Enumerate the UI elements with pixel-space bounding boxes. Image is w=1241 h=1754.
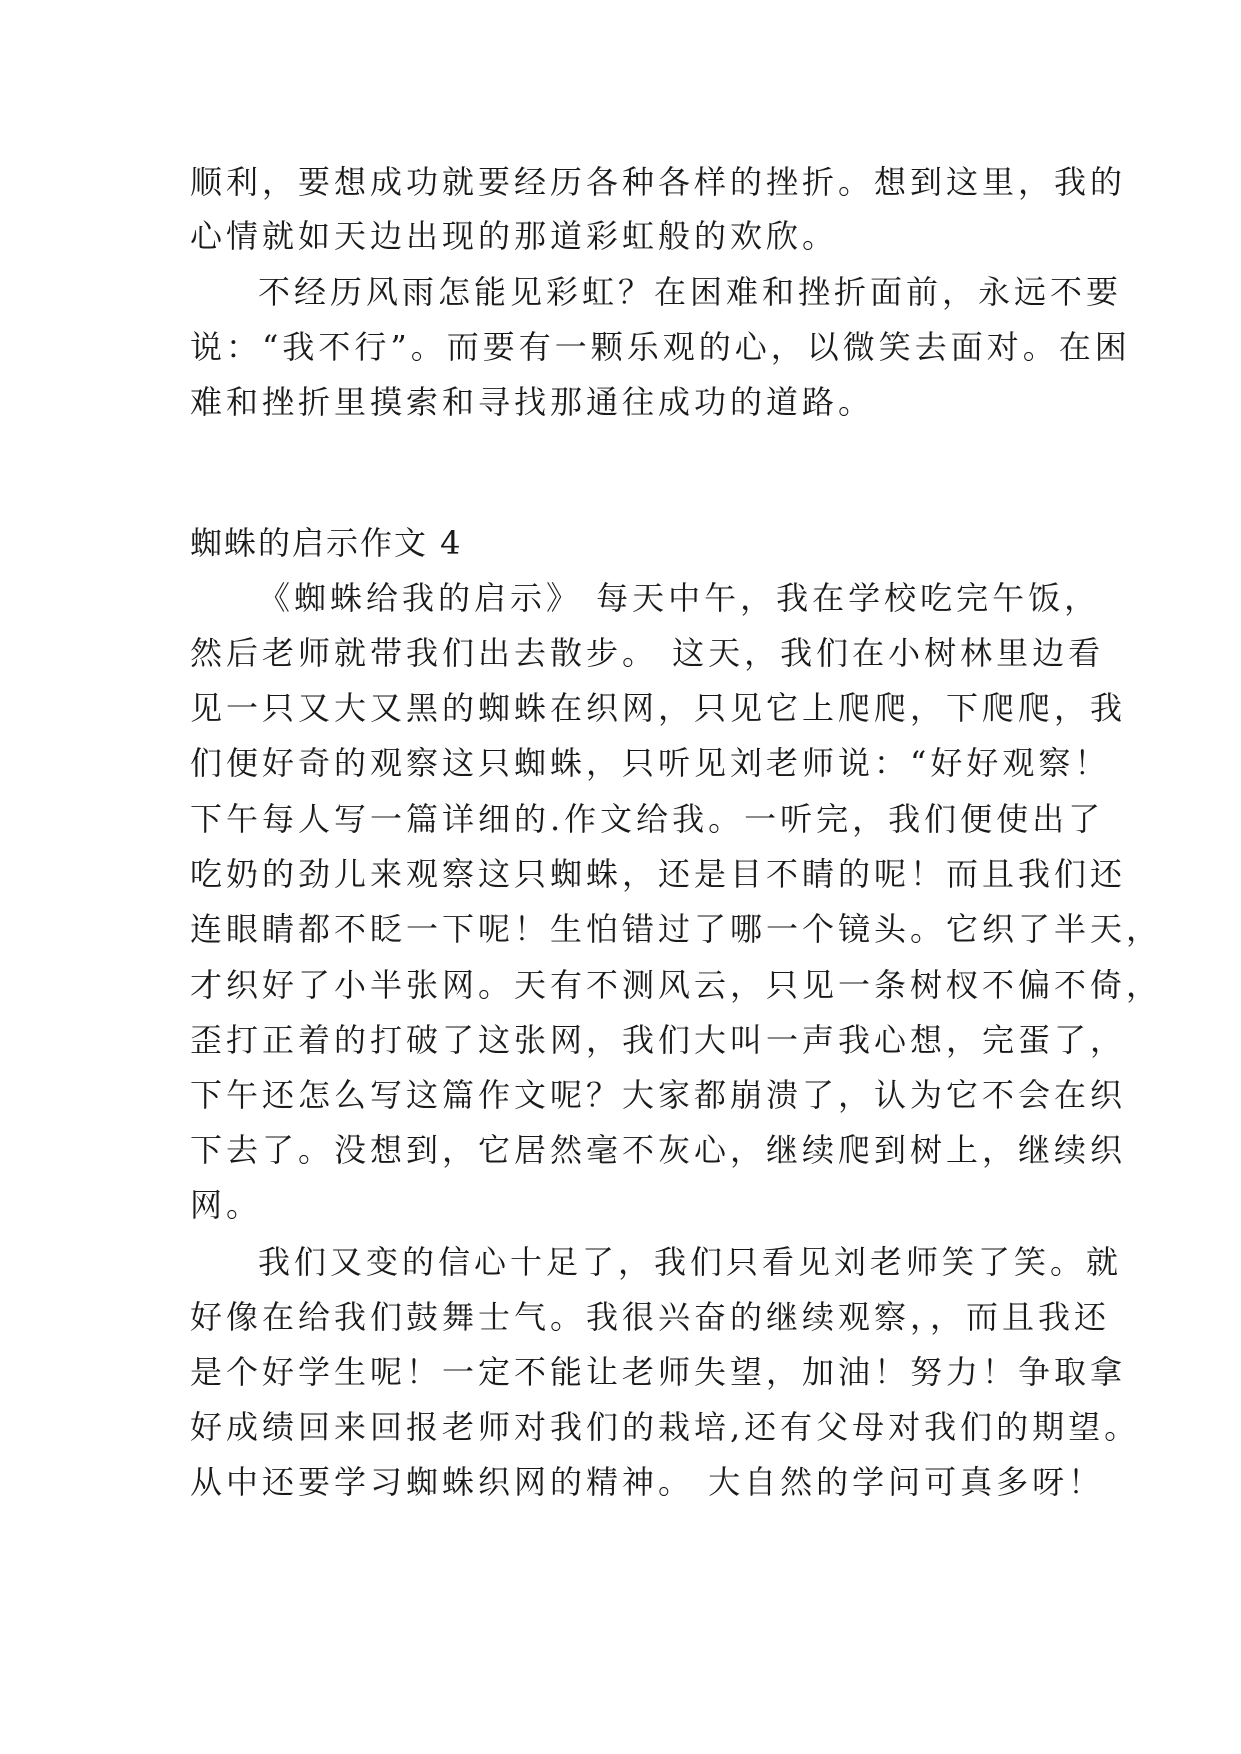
text-line: 说：“我不行”。而要有一颗乐观的心，以微笑去面对。在困 — [190, 328, 1131, 366]
text-line: 吃奶的劲儿来观察这只蜘蛛，还是目不睛的呢！而且我们还 — [190, 855, 1127, 893]
text-line: 好成绩回来回报老师对我们的栽培,还有父母对我们的期望。 — [190, 1408, 1141, 1446]
text-line: 网。 — [190, 1186, 263, 1224]
text-line: 好像在给我们鼓舞士气。我很兴奋的继续观察，，而且我还 — [190, 1298, 1111, 1336]
text-line: 是个好学生呢！一定不能让老师失望，加油！努力！争取拿 — [190, 1353, 1127, 1391]
text-line: 下午还怎么写这篇作文呢？大家都崩溃了，认为它不会在织 — [190, 1076, 1127, 1114]
text-line: 歪打正着的打破了这张网，我们大叫一声我心想，完蛋了， — [190, 1021, 1127, 1059]
text-line: 我们又变的信心十足了，我们只看见刘老师笑了笑。就 — [258, 1243, 1123, 1281]
text-line: 不经历风雨怎能见彩虹？在困难和挫折面前，永远不要 — [258, 273, 1123, 311]
text-line: 心情就如天边出现的那道彩虹般的欢欣。 — [190, 217, 839, 255]
text-line: 下去了。没想到，它居然毫不灰心，继续爬到树上，继续织 — [190, 1131, 1127, 1169]
text-line: 顺利，要想成功就要经历各种各样的挫折。想到这里，我的 — [190, 163, 1127, 201]
text-line: 从中还要学习蜘蛛织网的精神。 大自然的学问可真多呀！ — [190, 1463, 1105, 1501]
text-line: 才织好了小半张网。天有不测风云，只见一条树杈不偏不倚， — [190, 966, 1163, 1004]
text-line: 难和挫折里摸索和寻找那通往成功的道路。 — [190, 383, 875, 421]
text-line: 下午每人写一篇详细的.作文给我。一听完，我们便使出了 — [190, 800, 1105, 838]
text-line: 然后老师就带我们出去散步。 这天，我们在小树林里边看 — [190, 634, 1105, 672]
text-line: 见一只又大又黑的蜘蛛在织网，只见它上爬爬，下爬爬，我 — [190, 689, 1127, 727]
text-line: 《蜘蛛给我的启示》 每天中午，我在学校吃完午饭， — [258, 579, 1101, 617]
text-line: 们便好奇的观察这只蜘蛛，只听见刘老师说：“好好观察！ — [190, 744, 1111, 782]
text-line: 连眼睛都不眨一下呢！生怕错过了哪一个镜头。它织了半天， — [190, 910, 1163, 948]
section-heading: 蜘蛛的启示作文 4 — [190, 524, 463, 562]
